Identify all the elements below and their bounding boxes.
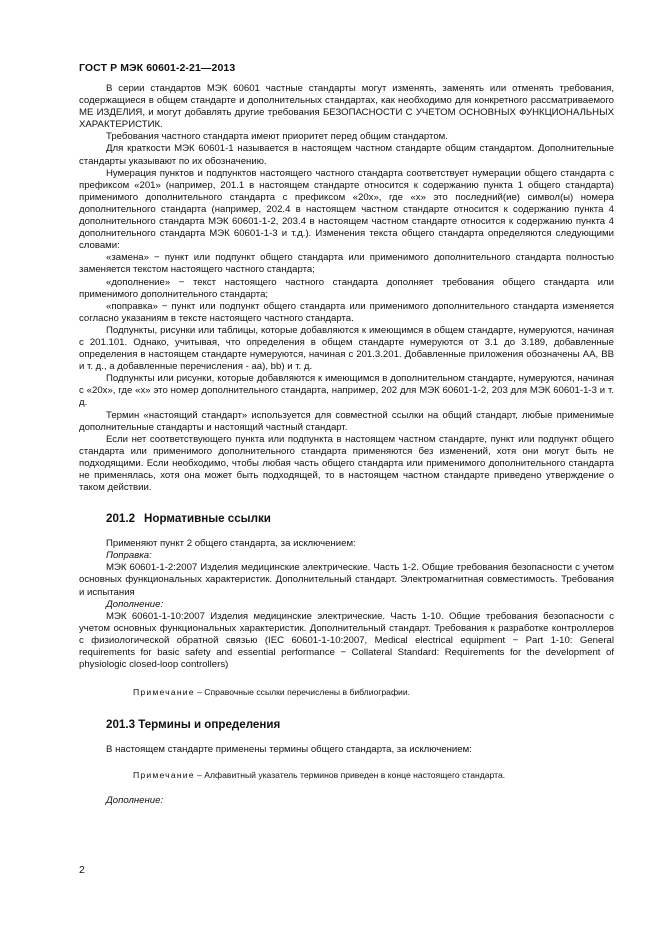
addition-label-201-3: Дополнение: [106, 795, 164, 807]
page-number: 2 [79, 864, 85, 876]
document-body [79, 83, 614, 807]
section-title-text: Нормативные ссылки [144, 512, 271, 526]
intro-paragraph-10: Термин «настоящий стандарт» используется для совместной ссылки на общий стандарт, любые применимые дополнительные стандарты и настоящий частный стандарт. [79, 409, 614, 433]
section-201-2-paragraph: Применяют пункт 2 общего стандарта, за исключением: [106, 538, 356, 550]
intro-paragraph-2: Требования частного стандарта имеют приоритет перед общим стандартом. [106, 131, 448, 143]
section-heading-201-2 [106, 512, 614, 526]
note-label: Примечание [133, 770, 195, 781]
document-header-code: ГОСТ Р МЭК 60601-2-21—2013 [79, 62, 236, 74]
note-201-2 [79, 687, 614, 698]
note-label: Примечание [133, 687, 195, 698]
section-201-3-paragraph: В настоящем стандарте применены термины общего стандарта, за исключением: [106, 744, 472, 756]
intro-paragraph-1: В серии стандартов МЭК 60601 частные стандарты могут изменять, заменять или отменять требования, содержащиеся в общем стандарте и дополнительных стандартах, как необходимо для конкретного рассматриваемого МЕ ИЗДЕЛИЯ, и могут добавлять другие требования БЕЗОПАСНОСТИ С УЧЕТОМ ОСНОВНЫХ ФУНКЦИОНАЛЬНЫХ ХАРАКТЕРИСТИК. [79, 83, 614, 131]
intro-paragraph-11: Если нет соответствующего пункта или подпункта в настоящем частном стандарте, пункт или подпункт общего стандарта или применимого дополнительного стандарта применяются без изменений, хотя они могут быть не подходящими. Если необходимо, чтобы любая часть общего стандарта или применимого дополнительного стандарта не применялась, хотя она может быть подходящей, то в настоящем частном стандарте приведено утверждение о таком действии. [79, 433, 614, 494]
amendment-label: Поправка: [106, 550, 152, 562]
addition-text: МЭК 60601-1-10:2007 Изделия медицинские электрические. Часть 1-10. Общие требования безопасности с учетом основных функциональных характеристик. Дополнительный стандарт. Требования к разработке контроллеров с физиологической обратной связью (IEC 60601-1-10:2007, Medical electrical equipment − Part 1-10: General requirements for basic safety and essential performance − Collateral Standard: Requirements for the development of physiologic closed-loop controllers) [79, 610, 614, 671]
intro-paragraph-addition: «дополнение» − текст настоящего частного стандарта дополняет требования общего стандарта или применимого дополнительного стандарта; [79, 276, 614, 300]
section-heading-201-3: 201.3 Термины и определения [106, 718, 281, 732]
intro-paragraph-3: Для краткости МЭК 60601-1 называется в настоящем частном стандарте общим стандартом. Дополнительные стандарты указывают по их обозначению. [79, 143, 614, 167]
intro-paragraph-8: Подпункты, рисунки или таблицы, которые добавляются к имеющимся в общем стандарте, нумеруются, начиная с 201.101. Однако, учитывая, что определения в общем стандарте нумеруются от 3.1 до 3.189, добавленные определения в настоящем стандарте нумеруются, начиная с 201.3.201. Добавленные приложения обозначены АА, ВВ и т. д., а добавленные перечисления - аа), bb) и т. д. [79, 324, 614, 373]
intro-paragraph-amendment: «поправка» − пункт или подпункт общего стандарта или применимого дополнительного стандарта изменяется согласно указаниям в тексте настоящего частного стандарта. [79, 300, 614, 324]
note-text: – Справочные ссылки перечислены в библиографии. [194, 687, 411, 698]
intro-paragraph-4: Нумерация пунктов и подпунктов настоящего частного стандарта соответствует нумерации общего стандарта с префиксом «201» (например, 201.1 в настоящем стандарте относится к содержанию пункта 1 общего стандарта) применимого дополнительного стандарта с префиксом «20x», где «x» это последний(ие) символ(ы) номера дополнительного стандарта (например, 202.4 в настоящем частном стандарте относится к содержанию пункта 4 дополнительного стандарта МЭК 60601-1-2, 203.4 в настоящем частном стандарте относится к содержанию пункта 4 дополнительного стандарта МЭК 60601-1-3 и т.д.). Изменения текста общего стандарта определяются следующими словами: [79, 167, 614, 252]
section-number: 201.2 [106, 512, 136, 526]
intro-paragraph-replacement: «замена» − пункт или подпункт общего стандарта или применимого дополнительного стандарта полностью заменяется текстом настоящего частного стандарта; [79, 252, 614, 276]
note-201-3 [79, 770, 614, 781]
addition-label: Дополнение: [106, 598, 164, 610]
intro-paragraph-9: Подпункты или рисунки, которые добавляются к имеющимся в дополнительном стандарте, нумеруются, начиная с «20x», где «x» это номер дополнительного стандарта, например, 202 для МЭК 60601-1-2, 203 для МЭК 60601-1-3 и т. д. [79, 373, 614, 409]
amendment-text: МЭК 60601-1-2:2007 Изделия медицинские электрические. Часть 1-2. Общие требования безопасности с учетом основных функциональных характеристик. Дополнительный стандарт. Электромагнитная совместимость. Требования и испытания [79, 562, 614, 598]
note-text: – Алфавитный указатель терминов приведен в конце настоящего стандарта. [194, 770, 506, 781]
